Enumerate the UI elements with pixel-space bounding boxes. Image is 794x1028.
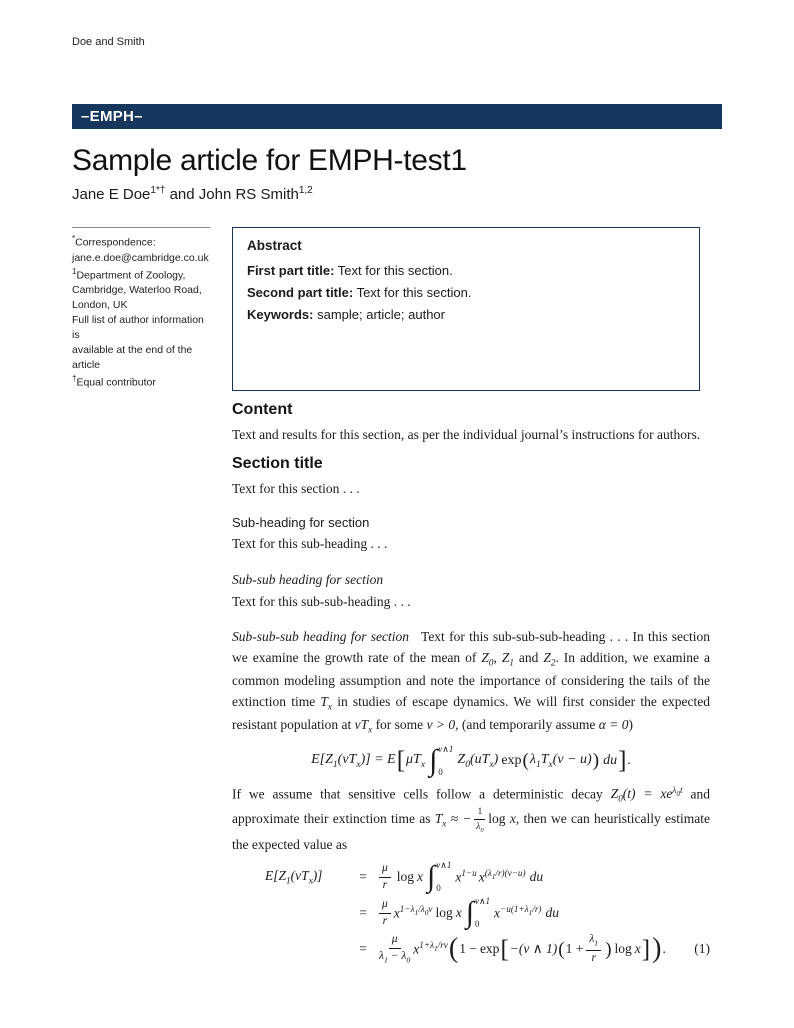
right-bracket: ] <box>618 747 627 775</box>
fraction-1-over-lambda0: $\frac{1}{\lambda_0}$ <box>476 806 484 834</box>
abstract-row-2-text: Text for this section. <box>356 285 472 300</box>
math-alpha-0: α = 0 <box>598 716 629 732</box>
inner-right-paren: ) <box>605 938 612 960</box>
correspondence-line <box>72 233 210 251</box>
log-function: log <box>614 941 632 957</box>
article-title: Sample article for EMPH-test1 <box>72 144 467 177</box>
equation-lhs: $E[Z_1(vT_x)] = E$ <box>311 751 396 770</box>
correspondence-label: Correspondence: <box>75 236 156 249</box>
integrand-Z0: $Z_0(uT_x)$ <box>457 751 499 770</box>
affiliation-line-1 <box>72 266 210 284</box>
author1-name: Jane E Doe <box>72 186 151 203</box>
math-Tx-approx: $T_x$ ≈ − <box>434 811 472 829</box>
big-right-bracket: ] <box>641 935 651 963</box>
fraction-mu-r: $\frac{\mu}{r}$ <box>379 862 391 891</box>
differential: du <box>603 752 618 768</box>
sub-heading-body: Text for this sub-heading . . . <box>232 535 388 551</box>
abstract-row-2 <box>247 285 685 300</box>
exp-left-paren: ( <box>522 750 529 772</box>
math-vTx: $vT_x$ <box>354 716 373 735</box>
integral-sign: ∫ <box>465 896 474 930</box>
term-x-power: $x^{1-\lambda_1/\lambda_0v}$ <box>393 904 433 921</box>
section-heading: Section title <box>232 454 323 472</box>
author-info-note-2: available at the end of the article <box>72 344 193 371</box>
abstract-row-1-label: First part title: <box>247 263 335 278</box>
integral: ∫ v∧1 0 <box>427 860 452 894</box>
equation-period: . <box>662 941 666 957</box>
authors-connector: and <box>165 186 199 203</box>
differential: du <box>545 905 559 921</box>
abstract-row-1-text: Text for this section. <box>337 263 453 278</box>
journal-banner <box>72 104 722 129</box>
affiliation-text-1: Department of Zoology, <box>76 269 186 281</box>
equation-number-tag: (1) <box>694 941 710 957</box>
term-x-power: $x^{1-u}$ <box>455 868 477 885</box>
eqnarray-lhs: $E[Z_1(vT_x)]$ <box>265 868 323 886</box>
integral-sign: ∫ <box>429 743 438 777</box>
author1-superscript: 1*† <box>150 185 166 196</box>
author2-name: John RS Smith <box>198 186 299 203</box>
equation-row-1: $E[Z_1(vT_x)]$ = $\frac{\mu}{r}$ log x ∫ v∧1 0 $x^{1-u}$ $x^{(\lambda_1/r)(v-u)}$ du <box>232 859 710 895</box>
equals-sign: = <box>359 941 367 957</box>
equation-coefficient: $\mu T_x$ <box>406 751 426 770</box>
integral-sign: ∫ <box>427 860 436 894</box>
affiliation-line-2: Cambridge, Waterloo Road, <box>72 284 202 296</box>
affiliation-line-3: London, UK <box>72 299 128 311</box>
abstract-row-1 <box>247 263 685 278</box>
log-function: log <box>396 869 415 885</box>
log-function: log <box>488 811 506 827</box>
equals-sign: = <box>359 869 367 885</box>
big-right-paren: ) <box>652 933 662 965</box>
term-x-power: $x^{(\lambda_1/r)(v-u)}$ <box>478 868 526 885</box>
section-body: Text for this section . . . <box>232 480 360 496</box>
integral <box>429 745 453 777</box>
math-Z1: $Z_1$ <box>501 649 514 668</box>
abstract-row-3-text: sample; article; author <box>317 307 445 322</box>
sub-heading: Sub-heading for section <box>232 514 370 530</box>
math-Tx: $T_x$ <box>320 693 332 712</box>
equal-contributor-line <box>72 373 210 391</box>
subsub-heading-body: Text for this sub-sub-heading . . . <box>232 593 411 609</box>
content-body: Text and results for this section, as per the individual journal’s instructions for authors. <box>232 426 701 442</box>
equation-row-3: = $\frac{\mu}{\lambda_1 - \lambda_0}$ $x^{1+\lambda_1/rv}$ ( 1 − exp [ −(v ∧ 1) ( 1 + $\frac{\lambda_1}{r}$ ) log x ] ) . (1) <box>232 931 710 967</box>
front-matter-columns <box>72 227 722 391</box>
integral: ∫ v∧1 0 <box>465 896 491 930</box>
runin-heading: Sub-sub-sub heading for section <box>232 628 410 644</box>
equation-period: . <box>627 752 631 768</box>
author-info-note-1: Full list of author information is <box>72 314 204 341</box>
big-left-paren: ( <box>448 933 459 965</box>
runin-paragraph: Sub-sub-sub heading for section Text for this sub-sub-sub-heading . . . In this section we examine the growth rate of the mean of $Z_0$, $Z_1$ and $Z_2$. In addition, we examine a common modeling assumption and note the importance of considering the tails of the extinction time $T_x$ in studies of escape dynamics. We will first consider the expected resistant population at $vT_x$ for some v > 0, (and temporarily assume α = 0) <box>232 628 711 735</box>
left-bracket: [ <box>396 747 406 775</box>
equation-array <box>232 859 710 967</box>
abstract-row-2-label: Second part title: <box>247 285 354 300</box>
abstract-row-3-label: Keywords: <box>247 307 314 322</box>
abstract-box <box>232 227 700 391</box>
math-Z2: $Z_2$ <box>543 649 556 668</box>
math-Z0: $Z_0$ <box>481 649 494 668</box>
author2-superscript: 1,2 <box>298 185 313 196</box>
correspondence-email: jane.e.doe@cambridge.co.uk <box>72 251 209 264</box>
content-heading: Content <box>232 400 293 418</box>
abstract-heading: Abstract <box>247 238 302 253</box>
equation-row-2: = $\frac{\mu}{r}$ $x^{1-\lambda_1/\lambda_0v}$ log x ∫ v∧1 0 $x^{-u(1+\lambda_1/r)}$ du <box>232 895 710 931</box>
journal-banner-label: –EMPH– <box>81 108 143 125</box>
correspondence-sidebar <box>72 227 210 391</box>
log-function: log <box>435 905 453 921</box>
abstract-row-3 <box>247 307 685 322</box>
exp-function: exp <box>501 752 522 768</box>
equal-contributor-marker: † <box>72 374 77 383</box>
exp-argument: $\lambda_1T_x(v - u)$ <box>529 751 592 770</box>
correspondence-marker: * <box>72 234 76 243</box>
fraction-mu-lambdas: $\frac{\mu}{\lambda_1 - \lambda_0}$ <box>379 933 411 964</box>
math-decay: $Z_0(t) = xe^{\lambda_0t}$ <box>610 784 683 805</box>
exp-function: exp <box>479 941 500 957</box>
equals-sign: = <box>359 905 367 921</box>
inner-left-paren: ( <box>558 938 565 960</box>
term-x-power: $x^{-u(1+\lambda_1/r)}$ <box>494 904 542 921</box>
article-body-column <box>232 401 710 968</box>
assumption-paragraph: If we assume that sensitive cells follow a deterministic decay $Z_0(t) = xe^{\lambda_0t}$ and approximate their extinction time as $T_x$ ≈ − $\frac{1}{\lambda_0}$ log x, then we can heuristically estimate the expected value as <box>232 784 710 853</box>
equal-contributor-label: Equal contributor <box>76 376 156 389</box>
running-head: Doe and Smith <box>72 36 145 48</box>
math-v-gt-0: v > 0 <box>426 716 456 732</box>
display-equation <box>232 745 710 777</box>
differential: du <box>529 869 544 885</box>
exp-right-paren: ) <box>592 750 600 772</box>
fraction-mu-r: $\frac{\mu}{r}$ <box>379 898 391 927</box>
big-left-bracket: [ <box>500 935 509 963</box>
runin-text: Text for this sub-sub-sub-heading . . . In this section we examine the growth rate of the mean of <box>232 628 710 665</box>
subsub-heading: Sub-sub heading for section <box>232 571 384 587</box>
affiliation-marker: 1 <box>72 266 77 276</box>
integral-limits: v∧1 0 <box>438 743 454 777</box>
fraction-lambda1-r: $\frac{\lambda_1}{r}$ <box>586 933 601 964</box>
authors-line <box>72 185 722 203</box>
term-x-power: $x^{1+\lambda_1/rv}$ <box>413 940 448 957</box>
